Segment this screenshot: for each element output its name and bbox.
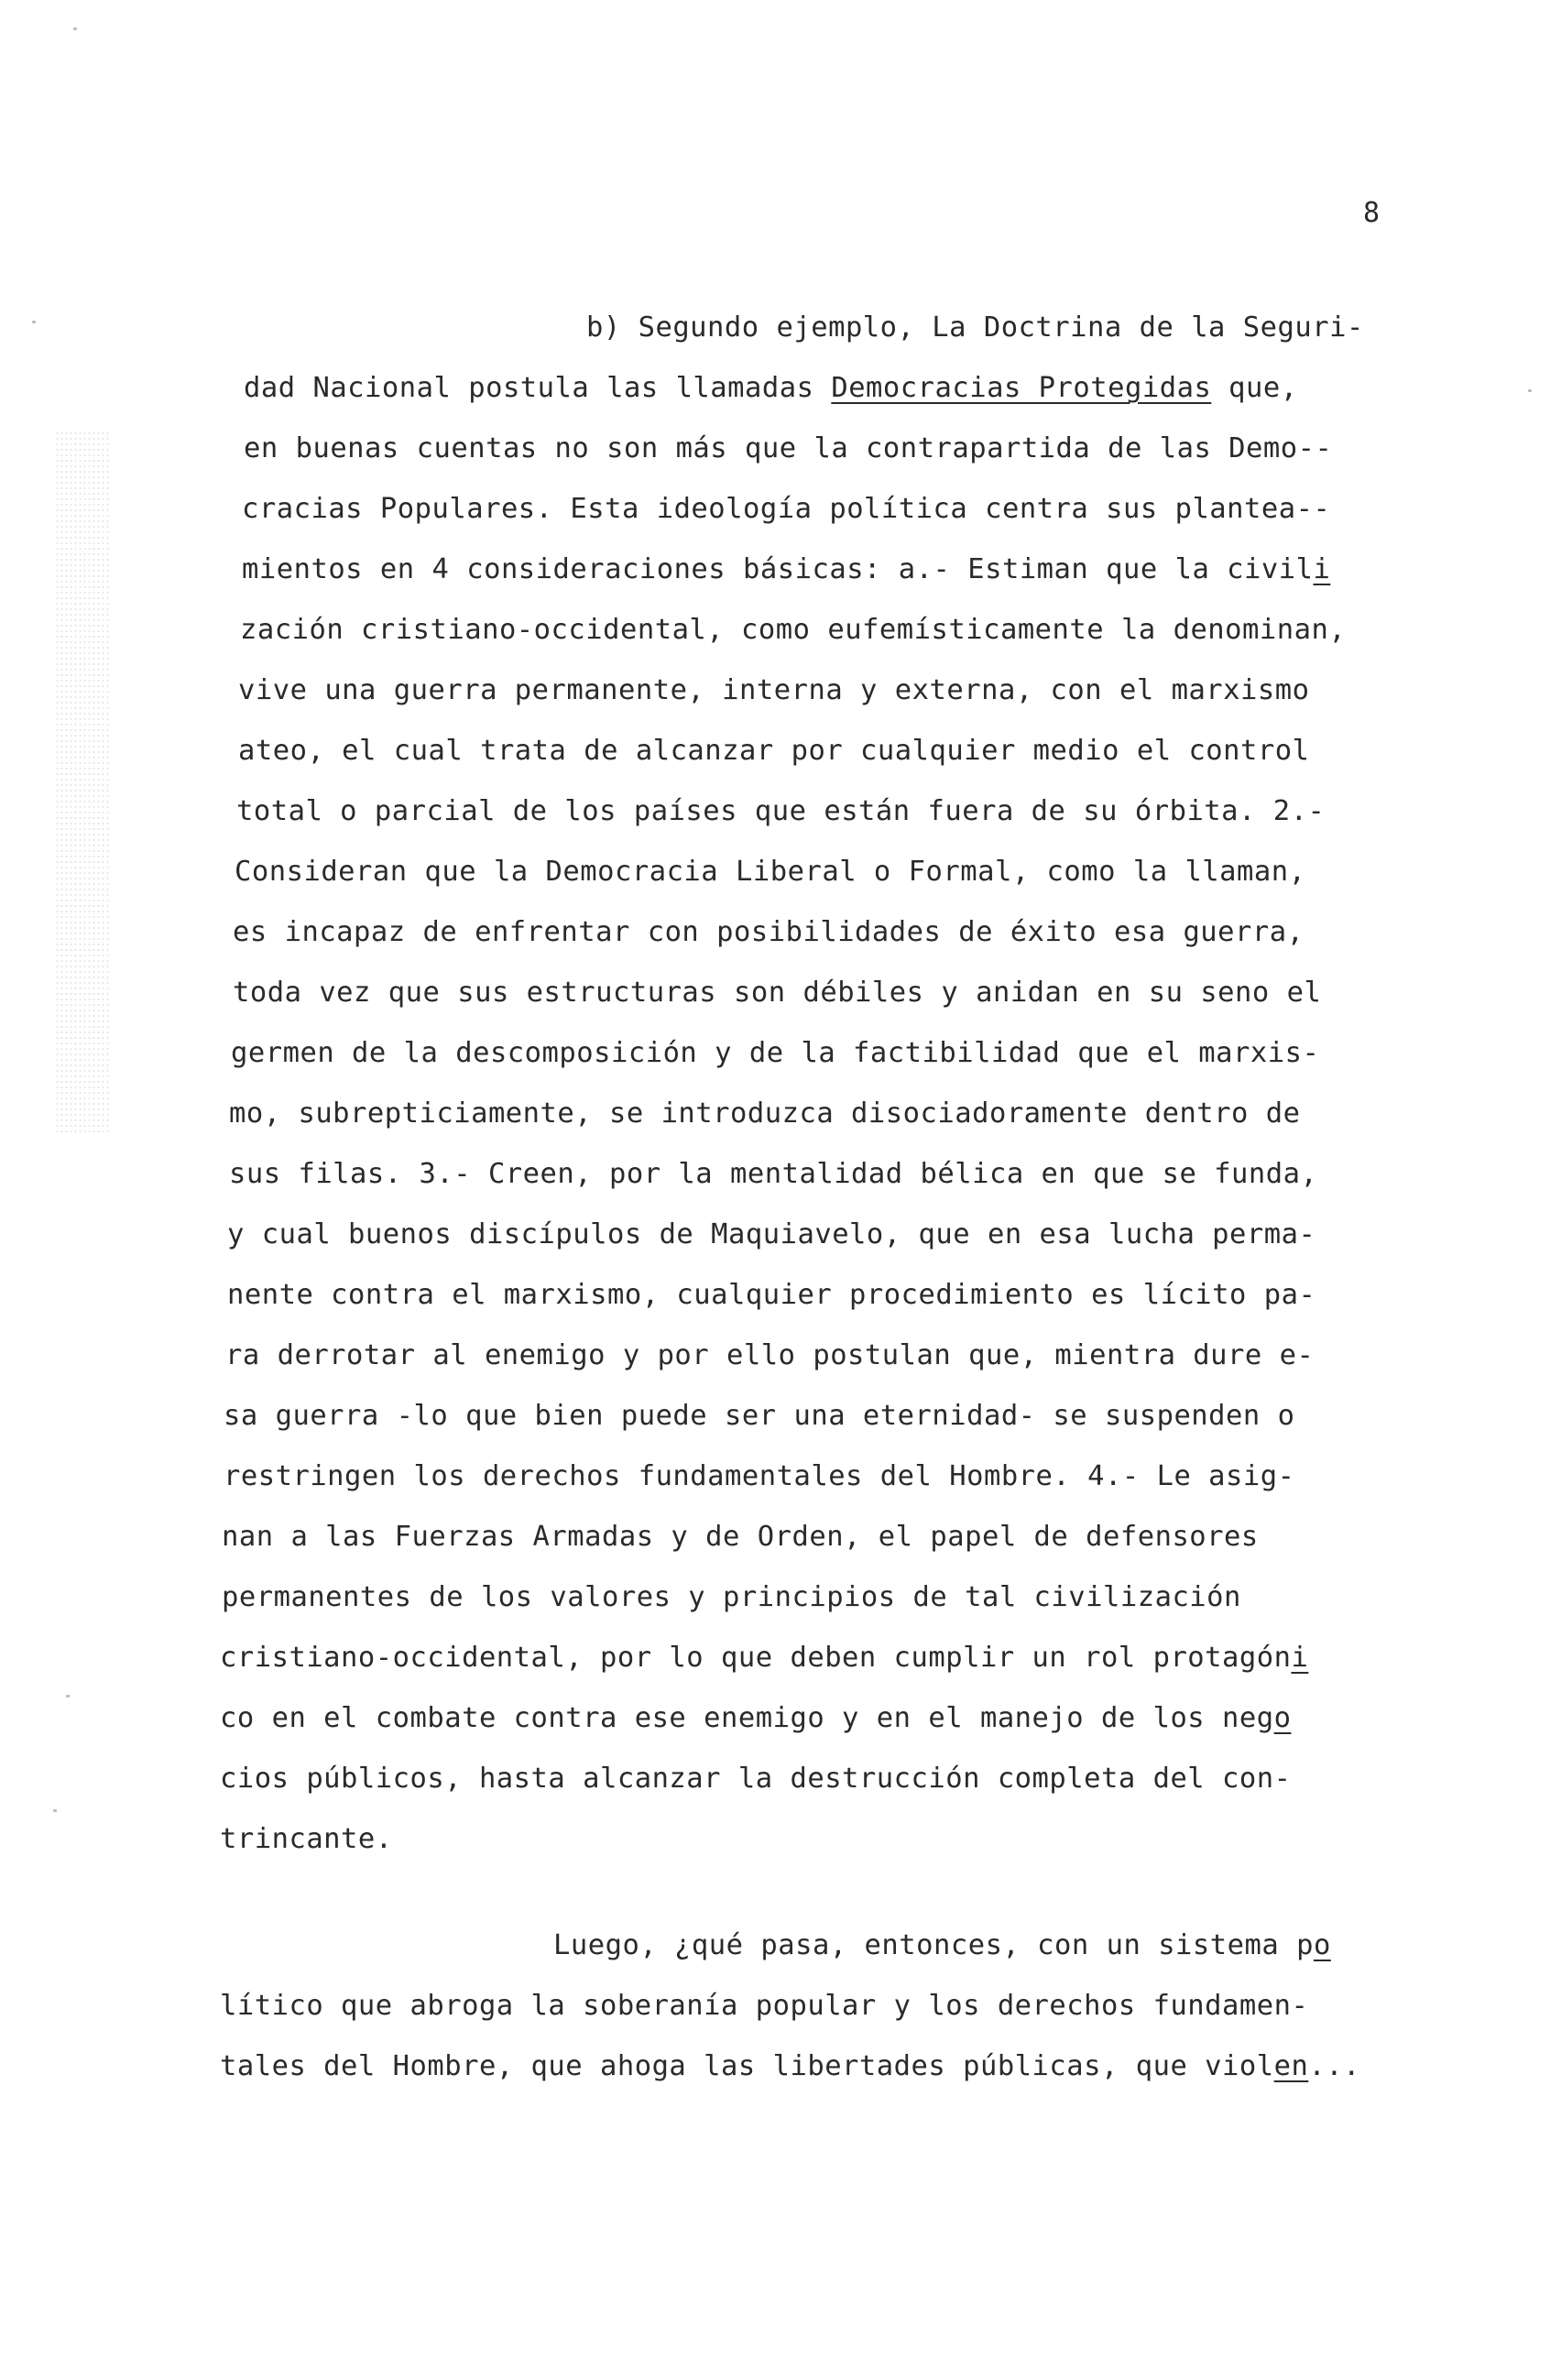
page-number: 8 <box>1363 197 1381 229</box>
text-line: nente contra el marxismo, cualquier procedimiento es lícito pa- <box>227 1279 1316 1311</box>
scan-margin-noise <box>55 431 110 1136</box>
text-line: trincante. <box>220 1823 393 1855</box>
text-line: es incapaz de enfrentar con posibilidades de éxito esa guerra, <box>233 916 1304 948</box>
scan-speck <box>66 1695 70 1698</box>
text-line: b) Segundo ejemplo, La Doctrina de la Seguri- <box>586 311 1364 344</box>
text-line: ra derrotar al enemigo y por ello postulan que, mientra dure e- <box>225 1339 1315 1371</box>
text-line: permanentes de los valores y principios de tal civilización <box>222 1581 1241 1613</box>
text-line: y cual buenos discípulos de Maquiavelo, que en esa lucha perma- <box>227 1218 1316 1250</box>
scan-speck <box>73 27 77 30</box>
text-line: total o parcial de los países que están fuera de su órbita. 2.- <box>236 795 1326 827</box>
text-line: dad Nacional postula las llamadas Democracias Protegidas que, <box>244 372 1298 404</box>
text-line: en buenas cuentas no son más que la contrapartida de las Demo-- <box>244 432 1333 464</box>
scan-speck <box>1528 389 1532 392</box>
text-line: cios públicos, hasta alcanzar la destrucción completa del con- <box>220 1763 1292 1795</box>
text-line: Luego, ¿qué pasa, entonces, con un sistema po <box>553 1929 1331 1961</box>
text-line: restringen los derechos fundamentales del Hombre. 4.- Le asig- <box>224 1460 1295 1492</box>
text-line: toda vez que sus estructuras son débiles y anidan en su seno el <box>233 977 1322 1009</box>
text-line: mientos en 4 consideraciones básicas: a.- Estiman que la civili <box>242 553 1331 585</box>
text-line: vive una guerra permanente, interna y externa, con el marxismo <box>238 674 1310 706</box>
text-line: lítico que abroga la soberanía popular y los derechos fundamen- <box>220 1990 1309 2022</box>
text-line: cristiano-occidental, por lo que deben cumplir un rol protagóni <box>220 1642 1309 1674</box>
text-line: tales del Hombre, que ahoga las libertades públicas, que violen... <box>220 2050 1360 2082</box>
scan-speck <box>32 321 36 323</box>
text-line: Consideran que la Democracia Liberal o Formal, como la llaman, <box>235 856 1306 888</box>
text-line: germen de la descomposición y de la factibilidad que el marxis- <box>231 1037 1320 1069</box>
text-line: ateo, el cual trata de alcanzar por cualquier medio el control <box>238 735 1310 767</box>
text-line: co en el combate contra ese enemigo y en el manejo de los nego <box>220 1702 1292 1734</box>
text-line: mo, subrepticiamente, se introduzca disociadoramente dentro de <box>229 1097 1301 1130</box>
text-line: nan a las Fuerzas Armadas y de Orden, el papel de defensores <box>222 1521 1259 1553</box>
scan-speck <box>53 1809 57 1812</box>
text-line: sa guerra -lo que bien puede ser una eternidad- se suspenden o <box>224 1400 1295 1432</box>
text-line: sus filas. 3.- Creen, por la mentalidad bélica en que se funda, <box>229 1158 1318 1190</box>
text-line: cracias Populares. Esta ideología política centra sus plantea-- <box>242 493 1331 525</box>
text-line: zación cristiano-occidental, como eufemísticamente la denominan, <box>240 614 1347 646</box>
underlined-term: Democracias Protegidas <box>831 372 1212 404</box>
